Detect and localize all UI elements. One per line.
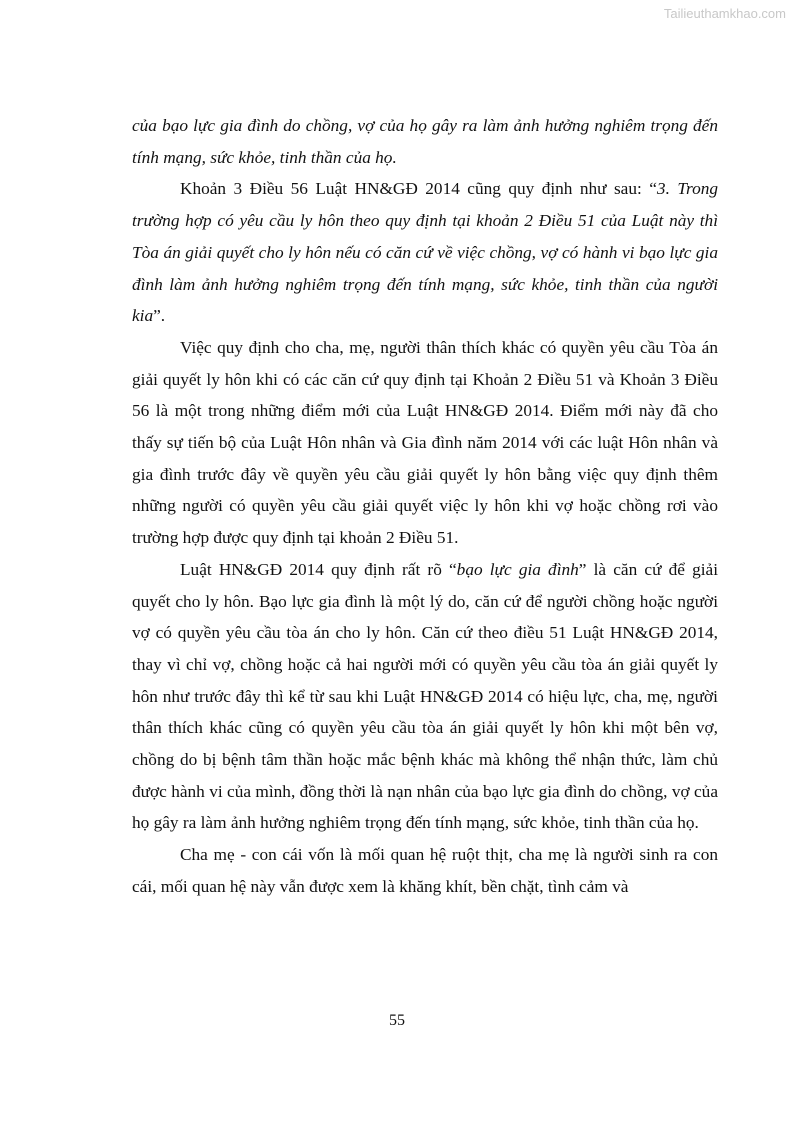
article-56-end: ”. xyxy=(153,306,166,326)
article-56-quote: 3. Trong trường hợp có yêu cầu ly hôn theo quy định tại khoản 2 Điều 51 của Luật này thì Tòa án giải quyết cho ly hôn nếu có căn cứ về việc chồng, vợ có hành vi bạo lực gia đình làm ảnh hưởng nghiêm trọng đến tính mạng, sức khỏe, tinh thần của người kia xyxy=(132,179,718,326)
paragraph-article-56 xyxy=(132,173,718,332)
paragraph-new-provision: Việc quy định cho cha, mẹ, người thân thích khác có quyền yêu cầu Tòa án giải quyết ly hôn khi có các căn cứ quy định tại Khoản 2 Điều 51 và Khoản 3 Điều 56 là một trong những điểm mới của Luật HN&GĐ 2014. Điểm mới này đã cho thấy sự tiến bộ của Luật Hôn nhân và Gia đình năm 2014 với các luật Hôn nhân và gia đình trước đây về quyền yêu cầu giải quyết ly hôn bằng việc quy định thêm những người có quyền yêu cầu giải quyết việc ly hôn khi vợ hoặc chồng rơi vào trường hợp được quy định tại khoản 2 Điều 51. xyxy=(132,337,718,548)
paragraph-domestic-violence xyxy=(132,554,718,839)
italic-continuation: của bạo lực gia đình do chồng, vợ của họ gây ra làm ảnh hưởng nghiêm trọng đến tính mạng, sức khỏe, tinh thần của họ. xyxy=(132,116,718,167)
domestic-violence-before: Luật HN&GĐ 2014 quy định rất rõ “ xyxy=(180,559,457,579)
watermark: Tailieuthamkhao.com xyxy=(663,6,786,21)
domestic-violence-term: bạo lực gia đình xyxy=(456,559,579,579)
paragraph-continuation xyxy=(132,110,718,173)
page-number: 55 xyxy=(389,1012,405,1029)
paragraph-parent-child: Cha mẹ - con cái vốn là mối quan hệ ruột thịt, cha mẹ là người sinh ra con cái, mối quan hệ này vẫn được xem là khăng khít, bền chặt, tình cảm và xyxy=(132,845,718,896)
article-56-intro: Khoản 3 Điều 56 Luật HN&GĐ 2014 cũng quy định như sau: “ xyxy=(180,179,657,199)
page-body xyxy=(132,110,718,903)
domestic-violence-after: ” là căn cứ để giải quyết cho ly hôn. Bạo lực gia đình là một lý do, căn cứ để người chồng hoặc người vợ có quyền yêu cầu tòa án cho ly hôn. Căn cứ theo điều 51 Luật HN&GĐ 2014, thay vì chỉ vợ, chồng hoặc cả hai người mới có quyền yêu cầu tòa án giải quyết ly hôn như trước đây thì kể từ sau khi Luật HN&GĐ 2014 có hiệu lực, cha, mẹ, người thân thích khác cũng có quyền yêu cầu tòa án giải quyết ly hôn khi một bên vợ, chồng do bị bệnh tâm thần hoặc mắc bệnh khác mà không thể nhận thức, làm chủ được hành vi của mình, đồng thời là nạn nhân của bạo lực gia đình do chồng, vợ của họ gây ra làm ảnh hưởng nghiêm trọng đến tính mạng, sức khỏe, tinh thần của họ. xyxy=(132,559,718,833)
